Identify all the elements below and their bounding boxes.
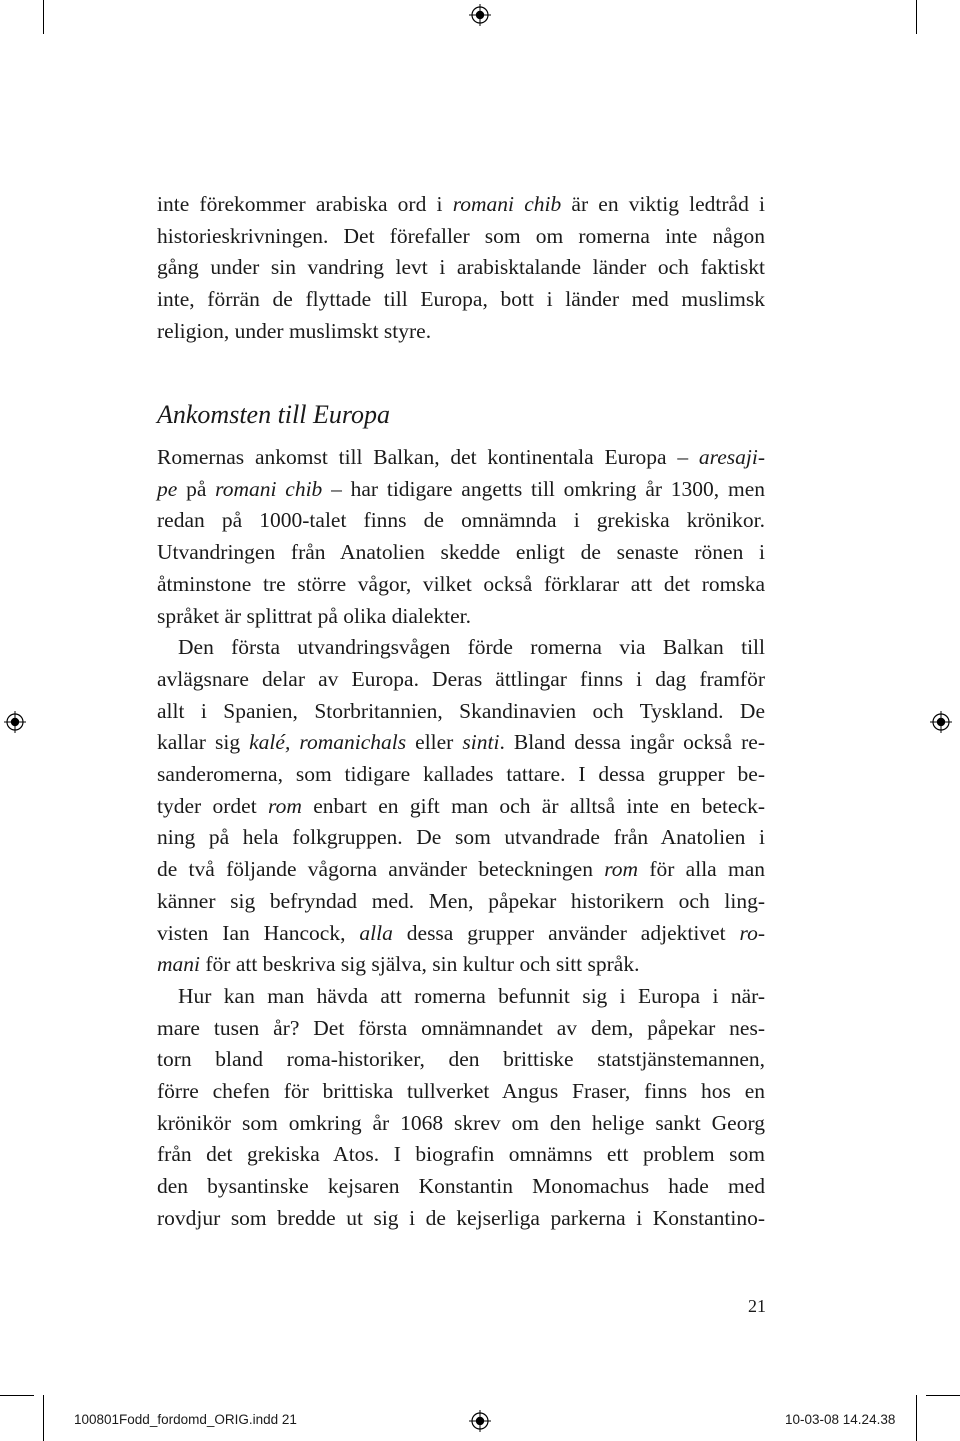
text-run: inte, förrän de flyttade till Europa, bott i länder med muslimsk (157, 287, 765, 312)
italic-term: kalé, romanichals (249, 730, 407, 755)
text-run: historieskrivningen. Det förefaller som om romerna inte någon (157, 223, 765, 248)
text-line (157, 1171, 765, 1203)
text-run: dessa grupper använder adjektivet (392, 920, 740, 945)
text-line (157, 537, 765, 569)
registration-mark-left-icon (4, 711, 26, 733)
text-run: känner sig befryndad med. Men, påpekar historikern och ling- (157, 888, 765, 913)
text-line (157, 474, 765, 506)
registration-mark-right-icon (930, 711, 952, 733)
text-run: från det grekiska Atos. I biografin omnämns ett problem som (157, 1142, 765, 1167)
text-run: förre chefen för brittiska tullverket Angus Fraser, finns hos en (157, 1079, 765, 1104)
text-run: Den första utvandringsvågen förde romerna via Balkan till (178, 635, 765, 660)
text-line (157, 316, 765, 348)
text-line (157, 1108, 765, 1140)
text-line (157, 854, 765, 886)
page-number: 21 (748, 1296, 766, 1316)
italic-term: pe (157, 476, 178, 501)
text-run: religion, under muslimskt styre. (157, 318, 432, 343)
text-run: på (177, 476, 216, 501)
text-run: kallar sig (157, 730, 250, 755)
text-line (157, 442, 765, 474)
opening-paragraph (157, 189, 765, 348)
italic-term: mani (157, 952, 200, 977)
text-line (157, 1203, 765, 1235)
crop-mark-bottom-right (916, 1395, 917, 1441)
text-line (157, 252, 765, 284)
registration-mark-top-icon (469, 4, 491, 26)
slug-filename: 100801Fodd_fordomd_ORIG.indd 21 (74, 1412, 297, 1427)
text-line (157, 569, 765, 601)
crop-mark-bottom-left (43, 1395, 44, 1441)
text-run: rovdjur som bredde ut sig i de kejserliga parkerna i Konstantino- (157, 1205, 765, 1230)
italic-term: romani chib (452, 192, 562, 216)
text-line (157, 601, 765, 633)
text-run: enbart en gift man och är alltså inte en beteck- (301, 793, 765, 818)
text-line (157, 284, 765, 316)
text-line (157, 632, 765, 664)
text-run: mare tusen år? Det första omnämnandet av dem, påpekar nes- (157, 1015, 765, 1040)
italic-term: sinti (462, 730, 500, 755)
text-run: för att beskriva sig själva, sin kultur och sitt språk. (200, 952, 640, 977)
text-run: torn bland roma-historiker, den brittiske statstjänstemannen, (157, 1047, 765, 1072)
text-run: eller (406, 730, 463, 755)
section-heading: Ankomsten till Europa (157, 400, 391, 429)
text-line (157, 918, 765, 950)
crop-mark-bottom-right-h (926, 1395, 960, 1396)
text-line (157, 1044, 765, 1076)
text-line (157, 822, 765, 854)
italic-term: rom (268, 793, 302, 818)
text-line (157, 189, 765, 221)
text-line (157, 1076, 765, 1108)
text-run: redan på 1000-talet finns de omnämnda i grekiska krönikor. (157, 508, 765, 533)
text-run: Romernas ankomst till Balkan, det kontinentala Europa – (157, 445, 699, 469)
text-run: . Bland dessa ingår också re- (499, 730, 765, 755)
text-run: allt i Spanien, Storbritannien, Skandinavien och Tyskland. De (157, 698, 765, 723)
text-line (157, 1013, 765, 1045)
text-run: ning på hela folkgruppen. De som utvandrade från Anatolien i (157, 825, 765, 850)
italic-term: romani chib (215, 476, 323, 501)
text-line (157, 221, 765, 253)
text-run: Utvandringen från Anatolien skedde enligt de senaste rönen i (157, 540, 765, 565)
crop-mark-bottom-left-h (0, 1395, 34, 1396)
text-run: inte förekommer arabiska ord i (157, 192, 453, 216)
text-run: gång under sin vandring levt i arabisktalande länder och faktiskt (157, 255, 765, 280)
text-run: för alla man (638, 857, 765, 882)
text-run: språket är splittrat på olika dialekter. (157, 603, 472, 628)
text-run: sanderomerna, som tidigare kallades tattare. I dessa grupper be- (157, 762, 765, 787)
slug-datetime: 10-03-08 14.24.38 (785, 1412, 896, 1427)
text-line (157, 791, 765, 823)
italic-term: rom (604, 857, 639, 882)
text-line (157, 727, 765, 759)
text-line (157, 981, 765, 1013)
text-line (157, 1139, 765, 1171)
text-line (157, 759, 765, 791)
text-run: avlägsnare delar av Europa. Deras ättlingar finns i dag framför (157, 666, 765, 691)
text-run: den bysantinske kejsaren Konstantin Monomachus hade med (157, 1174, 765, 1199)
text-run: tyder ordet (157, 793, 269, 818)
crop-mark-top-right (916, 0, 917, 34)
body-text (157, 442, 765, 1235)
text-run: visten Ian Hancock, (157, 920, 360, 945)
text-line (157, 505, 765, 537)
italic-term: ro- (739, 920, 765, 945)
text-run: – har tidigare angetts till omkring år 1300, men (322, 476, 765, 501)
crop-mark-top-left (43, 0, 44, 34)
registration-mark-bottom-icon (469, 1410, 491, 1432)
text-line (157, 664, 765, 696)
text-line (157, 949, 765, 981)
text-run: är en viktig ledtråd i (561, 192, 765, 216)
text-run: krönikör som omkring år 1068 skrev om den helige sankt Georg (157, 1110, 765, 1135)
text-run: de två följande vågorna använder beteckningen (157, 857, 605, 882)
text-line (157, 886, 765, 918)
text-run: Hur kan man hävda att romerna befunnit sig i Europa i när- (178, 983, 765, 1008)
italic-term: alla (359, 920, 393, 945)
text-run: åtminstone tre större vågor, vilket också förklarar att det romska (157, 571, 765, 596)
text-line (157, 696, 765, 728)
italic-term: aresaji- (698, 445, 765, 469)
